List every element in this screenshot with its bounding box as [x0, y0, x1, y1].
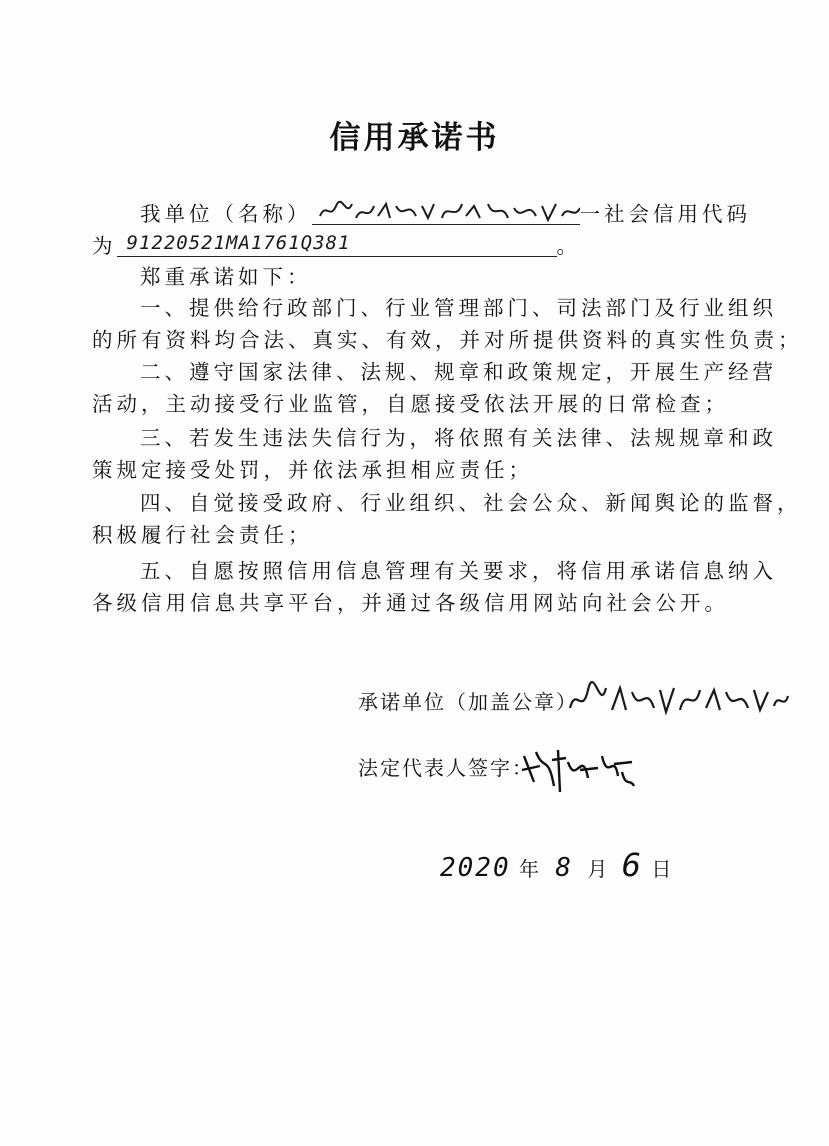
company-name-field — [312, 198, 580, 225]
paragraph-4-line-2: 积极履行社会责任； — [92, 523, 313, 547]
legal-rep-label: 法定代表人签字： — [358, 756, 534, 780]
company-name-handwriting — [316, 198, 580, 224]
date-year: 2020 — [440, 853, 511, 883]
paragraph-3-line-1: 三、若发生违法失信行为，将依照有关法律、法规规章和政 — [140, 426, 777, 450]
date-day: 6 — [621, 846, 643, 884]
date-month: 8 — [555, 853, 573, 883]
legal-rep-signature — [518, 742, 638, 798]
date-month-label: 月 — [587, 857, 610, 881]
intro-suffix: 一社会信用代码 — [579, 202, 751, 226]
credit-code-handwriting: 91220521MA1761Q381 — [126, 232, 351, 254]
intro-line-1 — [140, 198, 800, 229]
paragraph-3-line-2: 策规定接受处罚，并依法承担相应责任； — [92, 458, 533, 482]
document-title: 信用承诺书 — [329, 120, 500, 156]
paragraph-1-line-2: 的所有资料均合法、真实、有效，并对所提供资料的真实性负责； — [92, 328, 803, 352]
promise-intro: 郑重承诺如下： — [140, 265, 312, 289]
paragraph-2-line-1: 二、遵守国家法律、法规、规章和政策规定，开展生产经营 — [140, 360, 777, 384]
intro-prefix: 我单位（名称） — [140, 202, 312, 226]
committing-unit-handwriting — [566, 680, 791, 722]
date-day-label: 日 — [651, 857, 674, 881]
paragraph-5-line-2: 各级信用信息共享平台，并通过各级信用网站向社会公开。 — [92, 591, 729, 615]
committing-unit-label: 承诺单位（加盖公章） — [358, 690, 578, 714]
date-year-label: 年 — [518, 857, 541, 881]
intro-suffix-2: 。 — [556, 234, 581, 258]
paragraph-2-line-2: 活动，主动接受行业监管，自愿接受依法开展的日常检查； — [92, 392, 729, 416]
intro-line-2 — [92, 230, 752, 261]
date-line — [440, 846, 673, 884]
paragraph-4-line-1: 四、自觉接受政府、行业组织、社会公众、新闻舆论的监督， — [140, 491, 802, 515]
credit-code-field — [117, 230, 557, 257]
intro-prefix-2: 为 — [92, 234, 117, 258]
paragraph-5-line-1: 五、自愿按照信用信息管理有关要求，将信用承诺信息纳入 — [140, 559, 777, 583]
paragraph-1-line-1: 一、提供给行政部门、行业管理部门、司法部门及行业组织 — [140, 296, 777, 320]
